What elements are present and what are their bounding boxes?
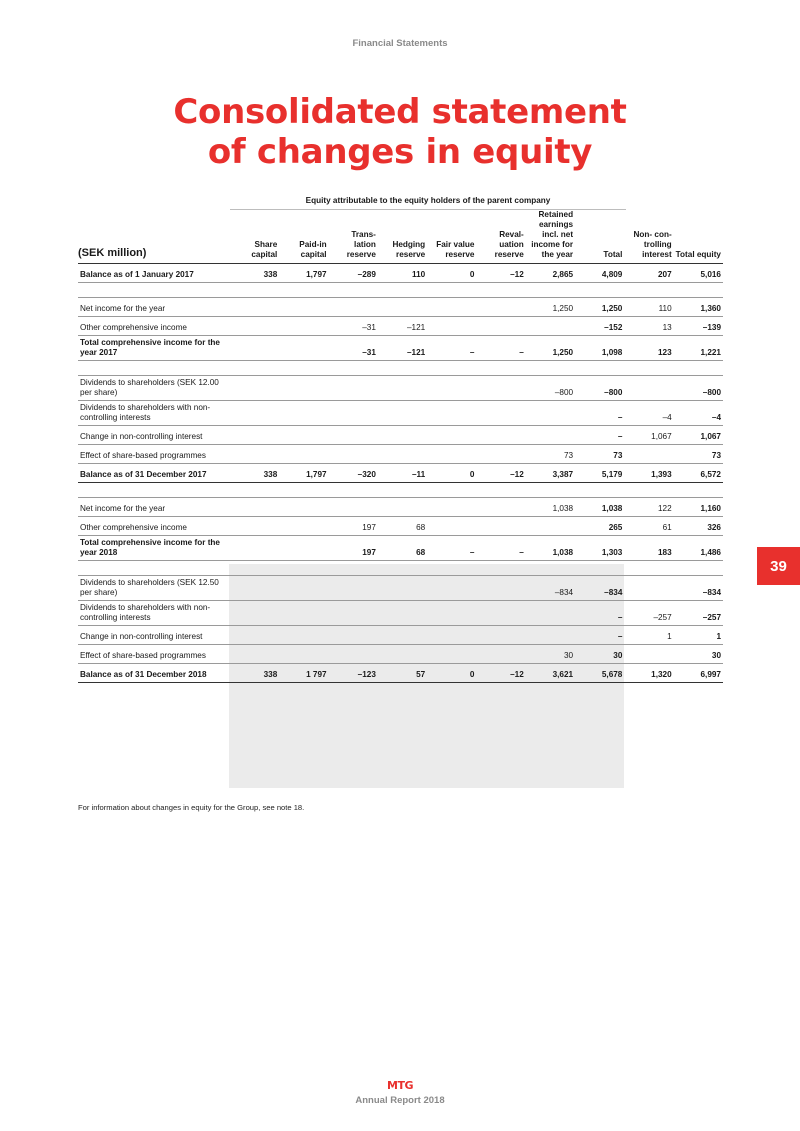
table-cell: 1,067: [624, 426, 673, 445]
table-cell: 183: [624, 536, 673, 561]
table-cell: –834: [526, 576, 575, 601]
table-cell: 0: [427, 664, 476, 683]
table-cell: –320: [329, 464, 378, 483]
column-header: Share capital: [230, 210, 279, 264]
table-cell: –: [575, 401, 624, 426]
table-cell: [476, 601, 525, 626]
table-cell: [230, 626, 279, 645]
table-cell: –289: [329, 264, 378, 283]
table-cell: 1 797: [279, 664, 328, 683]
spacer-cell: [78, 561, 230, 576]
column-header: (SEK million): [78, 210, 230, 264]
table-cell: 4,809: [575, 264, 624, 283]
column-header: Trans- lation reserve: [329, 210, 378, 264]
spacer-cell: [476, 561, 525, 576]
table-cell: [329, 426, 378, 445]
table-cell: 68: [378, 517, 427, 536]
table-cell: [476, 517, 525, 536]
table-row: [78, 498, 723, 517]
table-cell: 0: [427, 264, 476, 283]
table-cell: –4: [624, 401, 673, 426]
table-cell: [279, 576, 328, 601]
table-cell: [230, 445, 279, 464]
table-row: [78, 426, 723, 445]
table-cell: 3,621: [526, 664, 575, 683]
table-cell: 1: [624, 626, 673, 645]
table-row: [78, 536, 723, 561]
row-label: Other comprehensive income: [78, 317, 230, 336]
title-line-2: of changes in equity: [207, 132, 593, 172]
table-cell: 326: [674, 517, 723, 536]
table-cell: –800: [526, 376, 575, 401]
spacer-cell: [624, 361, 673, 376]
table-cell: [279, 426, 328, 445]
table-cell: [476, 498, 525, 517]
table-row: [78, 576, 723, 601]
spacer-cell: [378, 561, 427, 576]
spacer-cell: [575, 283, 624, 298]
table-cell: [378, 401, 427, 426]
table-cell: [378, 445, 427, 464]
table-cell: [279, 498, 328, 517]
spacer-cell: [427, 561, 476, 576]
spacer-cell: [526, 483, 575, 498]
table-cell: –: [575, 626, 624, 645]
table-cell: [476, 426, 525, 445]
table-cell: [476, 626, 525, 645]
table-cell: [329, 626, 378, 645]
table-cell: 265: [575, 517, 624, 536]
row-label: Balance as of 31 December 2017: [78, 464, 230, 483]
table-cell: [279, 317, 328, 336]
table-cell: [624, 576, 673, 601]
table-cell: 197: [329, 517, 378, 536]
table-cell: –834: [674, 576, 723, 601]
table-cell: 338: [230, 464, 279, 483]
table-cell: 1,250: [575, 298, 624, 317]
table-cell: –257: [624, 601, 673, 626]
spacer-cell: [526, 283, 575, 298]
column-header: Fair value reserve: [427, 210, 476, 264]
spacer-cell: [78, 483, 230, 498]
table-cell: –4: [674, 401, 723, 426]
table-cell: 13: [624, 317, 673, 336]
table-cell: [279, 376, 328, 401]
table-cell: [427, 445, 476, 464]
spacer-cell: [674, 483, 723, 498]
table-cell: [279, 401, 328, 426]
table-cell: [230, 298, 279, 317]
section-header: Financial Statements: [352, 38, 448, 49]
spacer-cell: [476, 361, 525, 376]
spacer-cell: [526, 361, 575, 376]
spacer-cell: [378, 361, 427, 376]
column-header: Retained earnings incl. net income for the year: [526, 210, 575, 264]
table-cell: –: [476, 336, 525, 361]
table-cell: 1,098: [575, 336, 624, 361]
spacer-cell: [279, 561, 328, 576]
table-cell: [476, 401, 525, 426]
table-cell: 73: [575, 445, 624, 464]
table-row: [78, 517, 723, 536]
table-row: [78, 645, 723, 664]
table-cell: 30: [674, 645, 723, 664]
table-cell: 1,038: [526, 498, 575, 517]
table-cell: –31: [329, 317, 378, 336]
table-cell: 1,797: [279, 264, 328, 283]
table-cell: [476, 445, 525, 464]
table-cell: [279, 645, 328, 664]
table-cell: 338: [230, 664, 279, 683]
spacer-cell: [329, 361, 378, 376]
table-cell: [329, 601, 378, 626]
table-cell: [427, 601, 476, 626]
table-cell: [230, 401, 279, 426]
spacer-cell: [476, 283, 525, 298]
table-cell: –31: [329, 336, 378, 361]
mtg-logo: MTG: [387, 1079, 413, 1092]
table-cell: [476, 576, 525, 601]
spacer-cell: [329, 561, 378, 576]
spacer-cell: [329, 483, 378, 498]
table-cell: [230, 601, 279, 626]
table-cell: –12: [476, 264, 525, 283]
row-label: Effect of share-based programmes: [78, 445, 230, 464]
title-line-1: Consolidated statement: [173, 92, 627, 132]
table-cell: 1,360: [674, 298, 723, 317]
table-cell: 207: [624, 264, 673, 283]
column-header: Hedging reserve: [378, 210, 427, 264]
table-cell: [279, 536, 328, 561]
table-cell: [329, 498, 378, 517]
table-row: [78, 601, 723, 626]
table-cell: –: [476, 536, 525, 561]
table-cell: [329, 576, 378, 601]
table-cell: 122: [624, 498, 673, 517]
spacer-cell: [230, 361, 279, 376]
spacer-cell: [279, 361, 328, 376]
spacer-cell: [78, 361, 230, 376]
spacer-cell: [624, 483, 673, 498]
footer-text: Annual Report 2018: [355, 1095, 445, 1106]
table-cell: [427, 645, 476, 664]
table-cell: [378, 576, 427, 601]
table-cell: [279, 601, 328, 626]
spacer-cell: [674, 561, 723, 576]
table-cell: [526, 517, 575, 536]
table-cell: 57: [378, 664, 427, 683]
row-label: Balance as of 1 January 2017: [78, 264, 230, 283]
table-cell: [279, 336, 328, 361]
table-cell: [624, 645, 673, 664]
table-header-row: [78, 210, 723, 264]
table-cell: 68: [378, 536, 427, 561]
row-label: Net income for the year: [78, 298, 230, 317]
table-cell: [230, 336, 279, 361]
spacer-cell: [624, 561, 673, 576]
spacer-cell: [575, 483, 624, 498]
table-cell: [427, 626, 476, 645]
spacer-row: [78, 483, 723, 498]
table-cell: [230, 536, 279, 561]
row-label: Total comprehensive income for the year 2017: [78, 336, 230, 361]
table-row: [78, 264, 723, 283]
table-cell: –152: [575, 317, 624, 336]
table-cell: –121: [378, 336, 427, 361]
table-cell: [230, 376, 279, 401]
table-cell: –11: [378, 464, 427, 483]
table-cell: –12: [476, 464, 525, 483]
table-cell: [624, 445, 673, 464]
table-cell: 1,221: [674, 336, 723, 361]
table-cell: [476, 317, 525, 336]
table-cell: [279, 445, 328, 464]
table-cell: 30: [575, 645, 624, 664]
spacer-row: [78, 283, 723, 298]
spacer-cell: [476, 483, 525, 498]
row-label: Dividends to shareholders (SEK 12.50 per share): [78, 576, 230, 601]
table-cell: [378, 498, 427, 517]
page-title: [0, 92, 800, 172]
column-header: Total equity: [674, 210, 723, 264]
spacer-cell: [427, 361, 476, 376]
table-row: [78, 664, 723, 683]
column-header: Paid-in capital: [279, 210, 328, 264]
spacer-row: [78, 561, 723, 576]
spacer-cell: [279, 283, 328, 298]
table-cell: 5,179: [575, 464, 624, 483]
table-cell: 30: [526, 645, 575, 664]
table-cell: [378, 376, 427, 401]
table-cell: [427, 298, 476, 317]
table-cell: 1,393: [624, 464, 673, 483]
row-label: Effect of share-based programmes: [78, 645, 230, 664]
table-row: [78, 376, 723, 401]
table-cell: 123: [624, 336, 673, 361]
table-cell: [476, 376, 525, 401]
row-label: Balance as of 31 December 2018: [78, 664, 230, 683]
table-row: [78, 464, 723, 483]
spacer-row: [78, 361, 723, 376]
row-label: Dividends to shareholders (SEK 12.00 per share): [78, 376, 230, 401]
table-cell: 197: [329, 536, 378, 561]
table-cell: –: [575, 601, 624, 626]
table-cell: 1,250: [526, 336, 575, 361]
table-cell: [230, 498, 279, 517]
row-label: Change in non-controlling interest: [78, 626, 230, 645]
table-cell: [526, 626, 575, 645]
table-cell: 338: [230, 264, 279, 283]
table-row: [78, 445, 723, 464]
spacer-cell: [674, 361, 723, 376]
table-cell: 1,486: [674, 536, 723, 561]
table-cell: [279, 298, 328, 317]
table-cell: [427, 401, 476, 426]
table-cell: [427, 517, 476, 536]
spacer-cell: [427, 283, 476, 298]
table-cell: [526, 317, 575, 336]
table-cell: [624, 376, 673, 401]
table-cell: [279, 626, 328, 645]
table-cell: [378, 426, 427, 445]
table-cell: [329, 401, 378, 426]
table-cell: –121: [378, 317, 427, 336]
table-cell: [378, 298, 427, 317]
table-cell: [476, 298, 525, 317]
spacer-cell: [78, 283, 230, 298]
table-cell: [427, 426, 476, 445]
column-header: Reval- uation reserve: [476, 210, 525, 264]
table-cell: [378, 626, 427, 645]
table-cell: 2,865: [526, 264, 575, 283]
table-cell: 1,067: [674, 426, 723, 445]
table-cell: 1,038: [575, 498, 624, 517]
table-cell: –123: [329, 664, 378, 683]
table-cell: [476, 645, 525, 664]
table-row: [78, 298, 723, 317]
spacer-cell: [230, 283, 279, 298]
table-cell: [526, 401, 575, 426]
table-row: [78, 401, 723, 426]
table-cell: [329, 376, 378, 401]
row-label: Other comprehensive income: [78, 517, 230, 536]
table-cell: [378, 601, 427, 626]
table-cell: 5,016: [674, 264, 723, 283]
column-header: Non- con- trolling interest: [624, 210, 673, 264]
table-cell: 5,678: [575, 664, 624, 683]
table-cell: [329, 298, 378, 317]
table-cell: 1,303: [575, 536, 624, 561]
table-cell: [378, 645, 427, 664]
table-cell: 6,997: [674, 664, 723, 683]
table-cell: [230, 517, 279, 536]
column-header: Total: [575, 210, 624, 264]
table-cell: 1,250: [526, 298, 575, 317]
spacer-cell: [624, 283, 673, 298]
spacer-cell: [674, 283, 723, 298]
table-cell: –800: [674, 376, 723, 401]
table-cell: [427, 376, 476, 401]
table-cell: 6,572: [674, 464, 723, 483]
table-cell: –800: [575, 376, 624, 401]
spacer-cell: [575, 361, 624, 376]
table-row: [78, 317, 723, 336]
table-cell: [230, 576, 279, 601]
group-header: Equity attributable to the equity holders of the parent company: [230, 196, 626, 210]
table-cell: [230, 317, 279, 336]
table-cell: [526, 601, 575, 626]
spacer-cell: [575, 561, 624, 576]
table-cell: [427, 317, 476, 336]
table-cell: 110: [624, 298, 673, 317]
table-cell: 1,038: [526, 536, 575, 561]
table-cell: –: [575, 426, 624, 445]
table-cell: 73: [526, 445, 575, 464]
table-cell: 73: [674, 445, 723, 464]
table-cell: –139: [674, 317, 723, 336]
table-cell: 110: [378, 264, 427, 283]
page-number-tab: 39: [757, 547, 800, 585]
row-label: Total comprehensive income for the year 2018: [78, 536, 230, 561]
table-cell: 1,160: [674, 498, 723, 517]
table-cell: 1,797: [279, 464, 328, 483]
equity-table: [78, 210, 723, 683]
table-row: [78, 626, 723, 645]
table-cell: [230, 426, 279, 445]
table-cell: –834: [575, 576, 624, 601]
table-cell: –257: [674, 601, 723, 626]
table-cell: [427, 576, 476, 601]
table-cell: [427, 498, 476, 517]
table-cell: [329, 645, 378, 664]
footnote: For information about changes in equity for the Group, see note 18.: [78, 803, 305, 812]
row-label: Dividends to shareholders with non-controlling interests: [78, 601, 230, 626]
table-cell: [230, 645, 279, 664]
spacer-cell: [230, 483, 279, 498]
spacer-cell: [230, 561, 279, 576]
table-cell: [279, 517, 328, 536]
table-cell: [526, 426, 575, 445]
spacer-cell: [279, 483, 328, 498]
spacer-cell: [378, 283, 427, 298]
table-cell: 61: [624, 517, 673, 536]
row-label: Change in non-controlling interest: [78, 426, 230, 445]
spacer-cell: [378, 483, 427, 498]
table-cell: [329, 445, 378, 464]
table-cell: –: [427, 536, 476, 561]
table-cell: 1,320: [624, 664, 673, 683]
table-cell: 3,387: [526, 464, 575, 483]
spacer-cell: [329, 283, 378, 298]
row-label: Dividends to shareholders with non-controlling interests: [78, 401, 230, 426]
spacer-cell: [427, 483, 476, 498]
table-cell: 0: [427, 464, 476, 483]
table-cell: –: [427, 336, 476, 361]
spacer-cell: [526, 561, 575, 576]
table-cell: –12: [476, 664, 525, 683]
table-row: [78, 336, 723, 361]
row-label: Net income for the year: [78, 498, 230, 517]
table-cell: 1: [674, 626, 723, 645]
